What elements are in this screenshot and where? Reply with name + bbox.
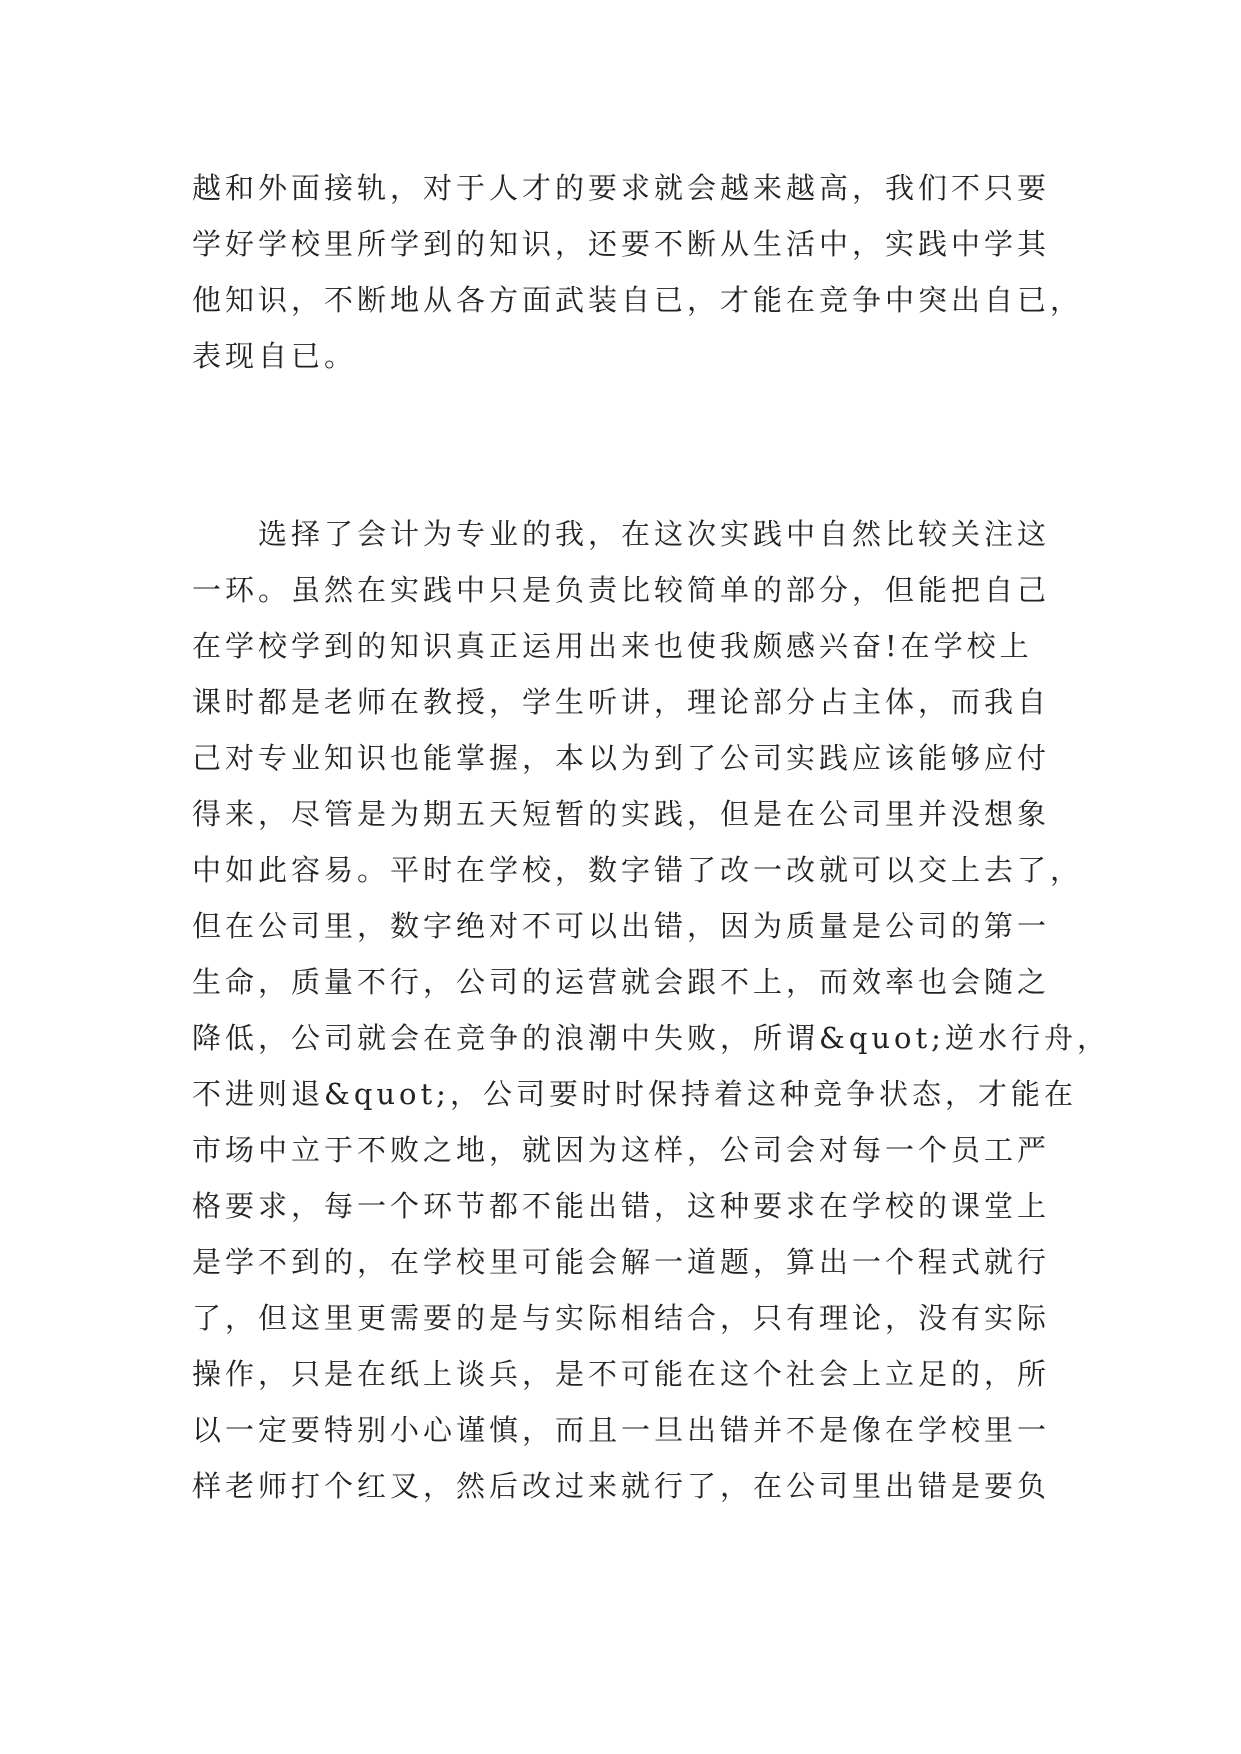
paragraph-2-line-12: 市场中立于不败之地，就因为这样，公司会对每一个员工严 [192, 1133, 1051, 1167]
paragraph-2-line-10: 降低，公司就会在竞争的浪潮中失败，所谓&quot;逆水行舟， [192, 1021, 1110, 1055]
paragraph-2-line-1: 选择了会计为专业的我，在这次实践中自然比较关注这 [192, 517, 1051, 551]
paragraph-1-line-1: 越和外面接轨，对于人才的要求就会越来越高，我们不只要 [192, 171, 1051, 205]
paragraph-1-line-4: 表现自已。 [192, 339, 358, 373]
paragraph-2-line-17: 以一定要特别小心谨慎，而且一旦出错并不是像在学校里一 [192, 1413, 1051, 1447]
paragraph-2-line-9: 生命，质量不行，公司的运营就会跟不上，而效率也会随之 [192, 965, 1051, 999]
paragraph-2-line-2: 一环。虽然在实践中只是负责比较简单的部分，但能把自己 [192, 573, 1051, 607]
paragraph-2-line-13: 格要求，每一个环节都不能出错，这种要求在学校的课堂上 [192, 1189, 1051, 1223]
paragraph-2-line-16: 操作，只是在纸上谈兵，是不可能在这个社会上立足的，所 [192, 1357, 1051, 1391]
paragraph-2-line-6: 得来，尽管是为期五天短暂的实践，但是在公司里并没想象 [192, 797, 1051, 831]
paragraph-2-line-8: 但在公司里，数字绝对不可以出错，因为质量是公司的第一 [192, 909, 1051, 943]
paragraph-1-line-3: 他知识，不断地从各方面武装自已，才能在竞争中突出自已， [192, 283, 1084, 317]
paragraph-2-line-11: 不进则退&quot;，公司要时时保持着这种竞争状态，才能在 [192, 1077, 1077, 1111]
paragraph-2 [192, 506, 1110, 1514]
paragraph-2-line-5: 己对专业知识也能掌握，本以为到了公司实践应该能够应付 [192, 741, 1051, 775]
paragraph-2-line-18: 样老师打个红叉，然后改过来就行了，在公司里出错是要负 [192, 1469, 1051, 1503]
paragraph-1 [192, 160, 1084, 384]
paragraph-2-line-3: 在学校学到的知识真正运用出来也使我颇感兴奋!在学校上 [192, 629, 1033, 663]
paragraph-2-line-4: 课时都是老师在教授，学生听讲，理论部分占主体，而我自 [192, 685, 1051, 719]
paragraph-2-line-15: 了，但这里更需要的是与实际相结合，只有理论，没有实际 [192, 1301, 1051, 1335]
paragraph-2-line-14: 是学不到的，在学校里可能会解一道题，算出一个程式就行 [192, 1245, 1051, 1279]
paragraph-1-line-2: 学好学校里所学到的知识，还要不断从生活中，实践中学其 [192, 227, 1051, 261]
paragraph-2-line-7: 中如此容易。平时在学校，数字错了改一改就可以交上去了， [192, 853, 1084, 887]
